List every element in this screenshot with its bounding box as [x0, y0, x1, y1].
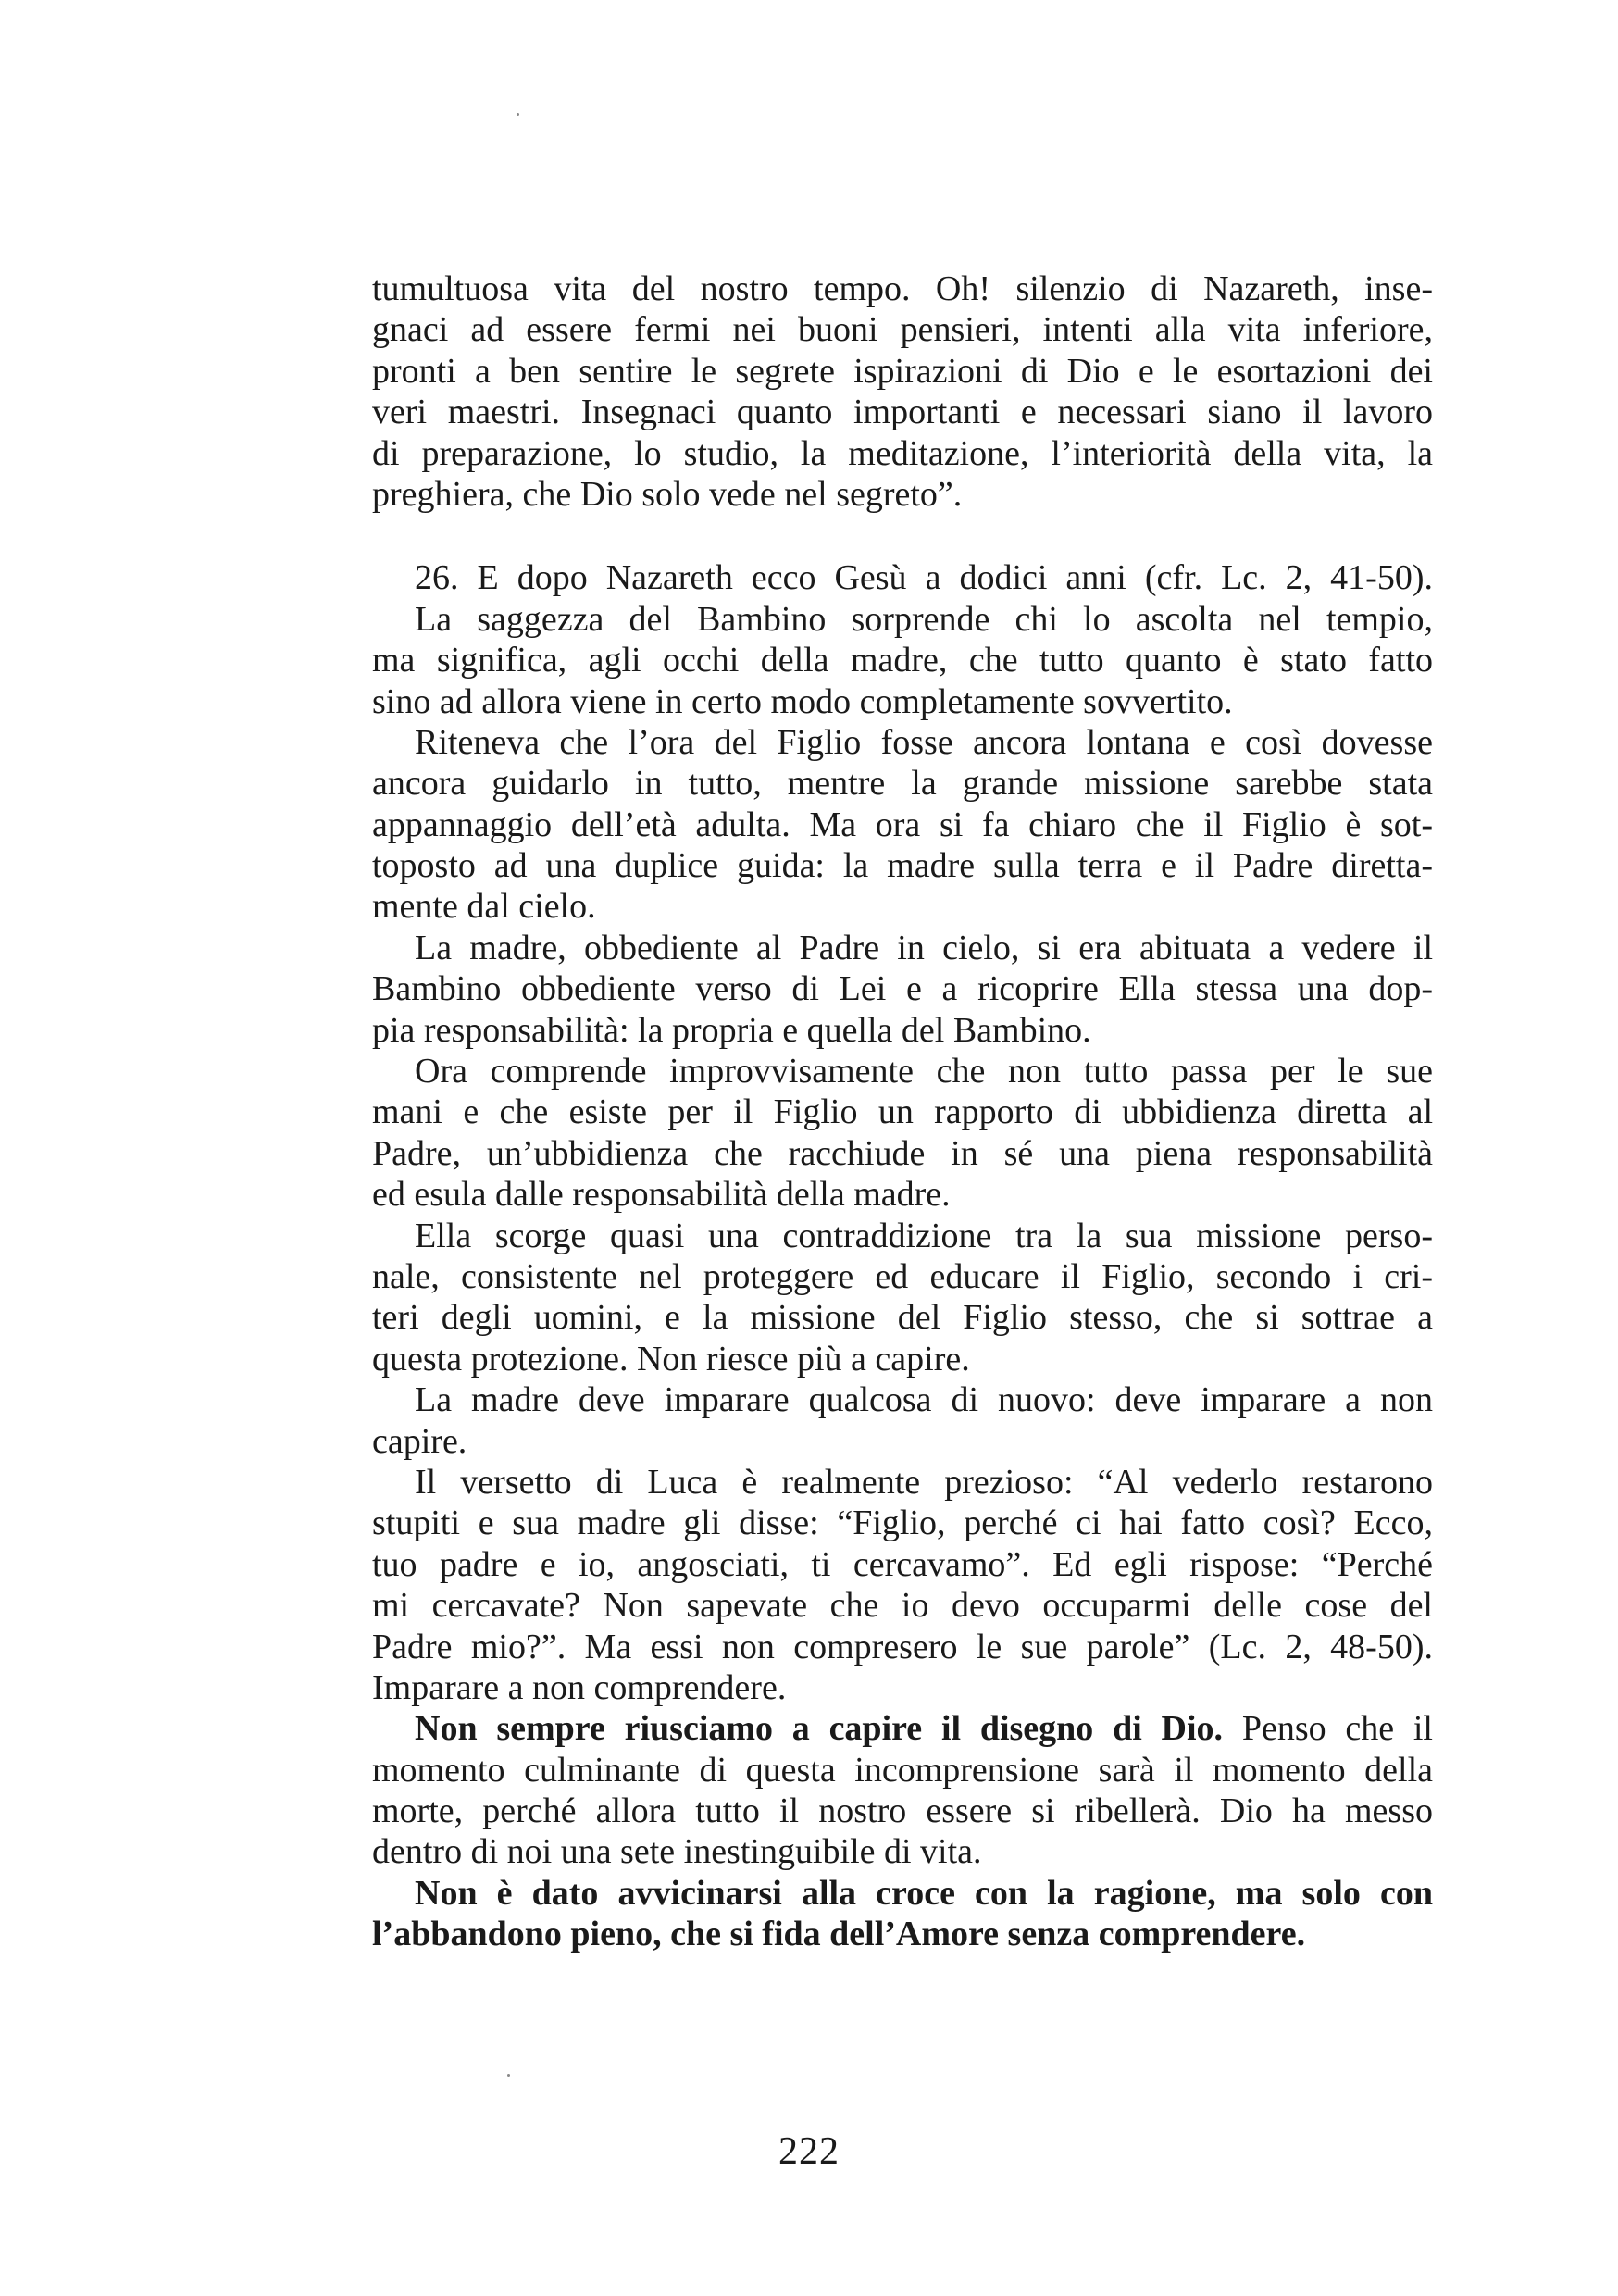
text-line: tumultuosa vita del nostro tempo. Oh! silenzio di Nazareth, inse-	[372, 269, 1433, 308]
paragraph-6	[372, 1216, 1433, 1380]
text-line: di preparazione, lo studio, la meditazione, l’interiorità della vita, la	[372, 433, 1433, 473]
text-line: l’abbandono pieno, che si fida dell’Amore senza comprendere.	[372, 1915, 1306, 1954]
page-number: 222	[778, 2130, 840, 2173]
text-line: dentro di noi una sete inestinguibile di vita.	[372, 1832, 982, 1872]
body-text	[372, 268, 1433, 1955]
text-line: ma significa, agli occhi della madre, che tutto quanto è stato fatto	[372, 641, 1433, 680]
text-line: momento culminante di questa incomprensione sarà il momento della	[372, 1750, 1433, 1790]
paragraph-8	[372, 1462, 1433, 1708]
text-line: gnaci ad essere fermi nei buoni pensieri, intenti alla vita inferiore,	[372, 310, 1433, 350]
text-line: nale, consistente nel proteggere ed educare il Figlio, secondo i cri-	[372, 1256, 1433, 1296]
text-line: mi cercavate? Non sapevate che io devo occuparmi delle cose del	[372, 1586, 1433, 1626]
text-line: ed esula dalle responsabilità della madre.	[372, 1175, 951, 1215]
paragraph-10	[372, 1873, 1433, 1955]
text-line: 26. E dopo Nazareth ecco Gesù a dodici anni (cfr. Lc. 2, 41-50).	[415, 558, 1433, 598]
text-line: questa protezione. Non riesce più a capire.	[372, 1339, 970, 1379]
text-line: Bambino obbediente verso di Lei e a ricoprire Ella stessa una dop-	[372, 969, 1433, 1009]
text-line: Il versetto di Luca è realmente prezioso: “Al vederlo restarono	[415, 1462, 1433, 1502]
paragraph-9	[372, 1708, 1433, 1873]
text-line: pia responsabilità: la propria e quella del Bambino.	[372, 1010, 1091, 1050]
paragraph-4	[372, 928, 1433, 1051]
text-line: morte, perché allora tutto il nostro essere si ribellerà. Dio ha messo	[372, 1791, 1433, 1831]
text-line: La saggezza del Bambino sorprende chi lo ascolta nel tempio,	[415, 599, 1433, 639]
text-line: pronti a ben sentire le segrete ispirazioni di Dio e le esortazioni dei	[372, 351, 1433, 391]
text-line: preghiera, che Dio solo vede nel segreto”.	[372, 474, 963, 514]
text-line: mente dal cielo.	[372, 887, 596, 927]
text-line: Ella scorge quasi una contraddizione tra la sua missione perso-	[415, 1216, 1433, 1255]
text-line: Non è dato avvicinarsi alla croce con la ragione, ma solo con	[415, 1873, 1433, 1913]
paragraph-2	[372, 557, 1433, 722]
paragraph-7	[372, 1379, 1433, 1462]
text-line: appannaggio dell’età adulta. Ma ora si fa chiaro che il Figlio è sot-	[372, 805, 1433, 844]
paragraph-1	[372, 268, 1433, 515]
paragraph-gap	[372, 515, 1433, 557]
text-line: Padre, un’ubbidienza che racchiude in sé una piena responsabilità	[372, 1133, 1433, 1173]
paragraph-5	[372, 1051, 1433, 1216]
text-line: mani e che esiste per il Figlio un rapporto di ubbidienza diretta al	[372, 1092, 1433, 1132]
text-line: Ora comprende improvvisamente che non tutto passa per le sue	[415, 1052, 1433, 1092]
text-line: sino ad allora viene in certo modo completamente sovvertito.	[372, 681, 1233, 721]
text-line: Padre mio?”. Ma essi non compresero le sue parole” (Lc. 2, 48-50).	[372, 1627, 1433, 1666]
scan-speck	[517, 113, 519, 116]
text-line: La madre, obbediente al Padre in cielo, si era abituata a vedere il	[415, 928, 1433, 967]
text-line: La madre deve imparare qualcosa di nuovo: deve imparare a non	[415, 1380, 1433, 1420]
text-line	[372, 1708, 1433, 1749]
text-line: toposto ad una duplice guida: la madre sulla terra e il Padre diretta-	[372, 846, 1433, 886]
text-line: veri maestri. Insegnaci quanto importanti e necessari siano il lavoro	[372, 393, 1433, 432]
text-fragment: Penso che il	[1223, 1709, 1433, 1749]
text-line: Imparare a non comprendere.	[372, 1667, 787, 1707]
bold-lead: Non sempre riusciamo a capire il disegno di Dio.	[415, 1709, 1224, 1749]
text-line: capire.	[372, 1421, 467, 1461]
text-line: Riteneva che l’ora del Figlio fosse ancora lontana e così dovesse	[415, 722, 1433, 762]
text-line: stupiti e sua madre gli disse: “Figlio, perché ci hai fatto così? Ecco,	[372, 1504, 1433, 1543]
paragraph-3	[372, 722, 1433, 928]
text-line: teri degli uomini, e la missione del Figlio stesso, che si sottrae a	[372, 1298, 1433, 1338]
text-line: tuo padre e io, angosciati, ti cercavamo”. Ed egli rispose: “Perché	[372, 1544, 1433, 1584]
text-line: ancora guidarlo in tutto, mentre la grande missione sarebbe stata	[372, 764, 1433, 804]
scan-speck	[507, 2074, 510, 2077]
